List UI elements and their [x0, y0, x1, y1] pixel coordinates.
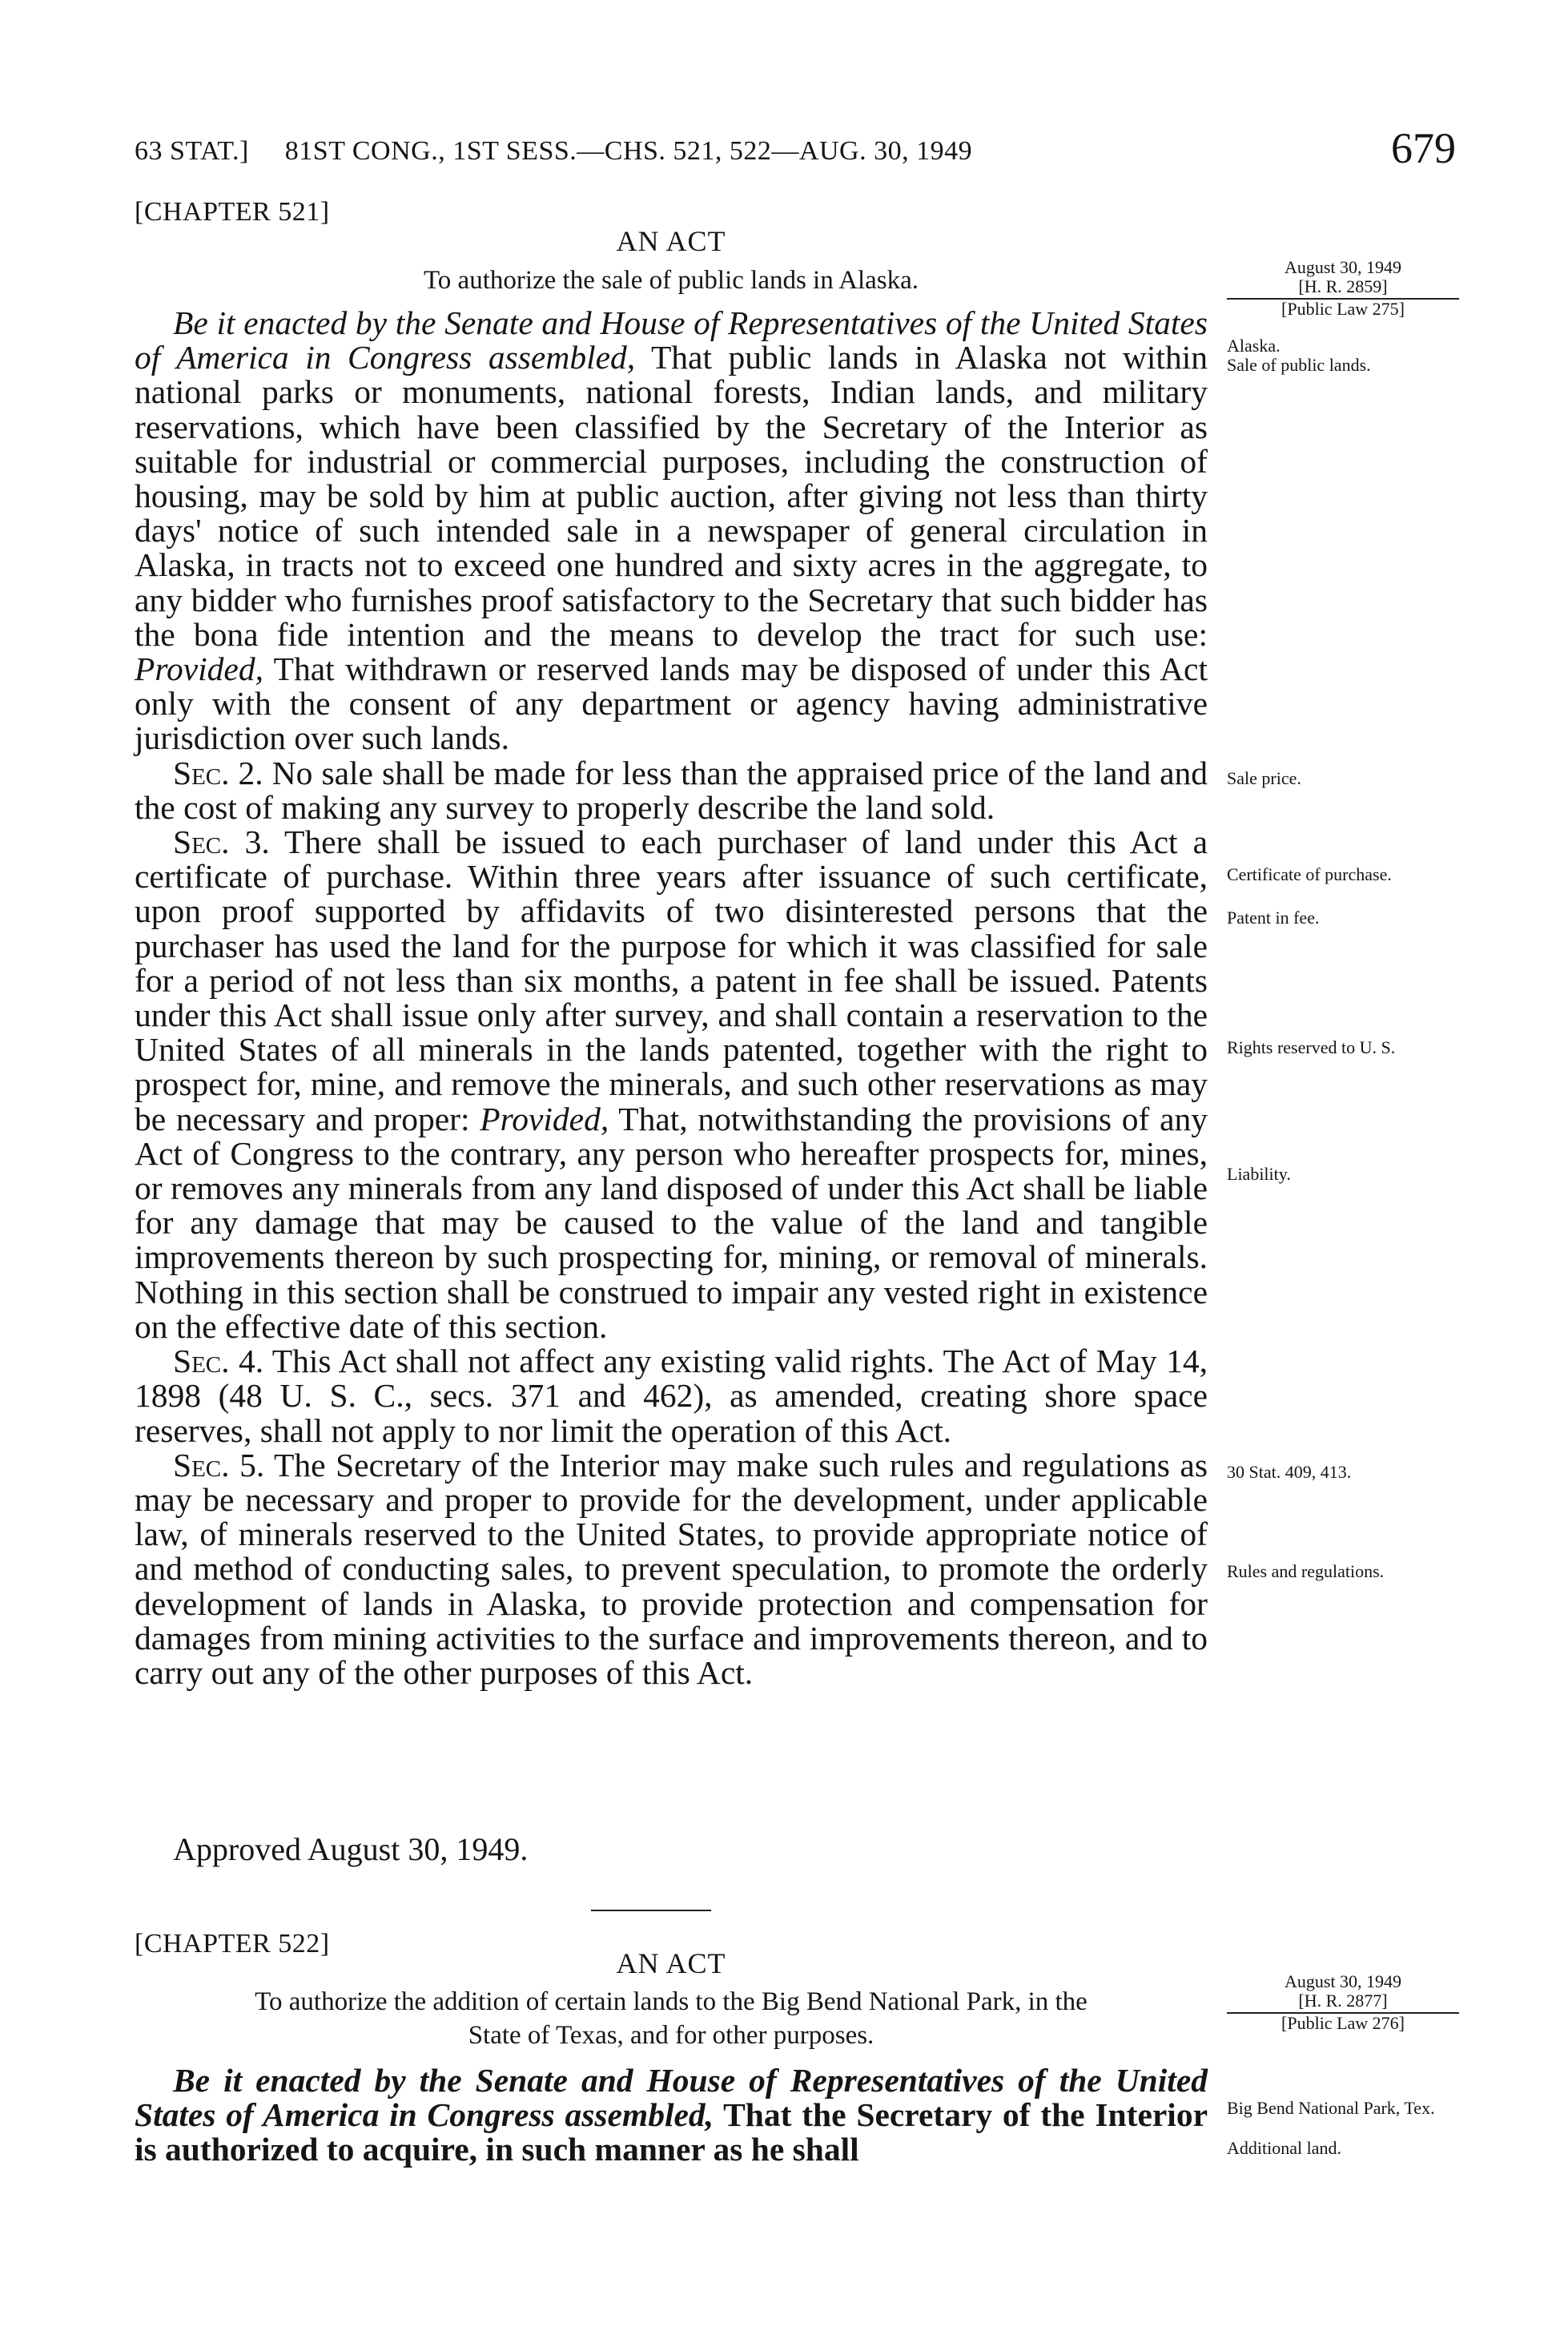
chapter-522-body: [135, 2063, 1208, 2168]
chapter-divider: [591, 1910, 711, 1911]
sec-label: Sec.: [173, 1446, 230, 1483]
margin-note-big-bend: Big Bend National Park, Tex.: [1227, 2098, 1435, 2118]
margin-note-liability: Liability.: [1227, 1164, 1291, 1184]
section-1-text: That public lands in Alaska not within national parks or monuments, national forests, Indian lands, and military reservations, which have been classified by the Secretary of the Interior as suitable for industrial or commercial purposes, including the construction of housing, may be sold by him at public auction, after giving not less than thirty days' notice of such intended sale in a newspaper of general circulation in Alaska, in tracts not to exceed one hundred and sixty acres in the aggregate, to any bidder who furnishes proof satisfactory to the Secretary that such bidder has the bona fide intention and the means to develop the tract for such use:: [135, 339, 1208, 653]
section-1-proviso: That withdrawn or reserved lands may be disposed of under this Act only with the consent of any department or agency having administrative jurisdiction over such lands.: [135, 650, 1208, 757]
sec-number: 2.: [238, 754, 263, 791]
margin-note-stat-citation: 30 Stat. 409, 413.: [1227, 1462, 1352, 1482]
sec-label: Sec.: [173, 823, 230, 861]
sec-number: 5.: [239, 1446, 265, 1483]
section-1: [135, 306, 1208, 756]
sec-number: 4.: [238, 1343, 264, 1380]
margin-note-sale-of-public-lands: Sale of public lands.: [1227, 355, 1371, 375]
chapter-521-label-block: [135, 197, 1208, 227]
section-1-text: That the Secretary of the Interior is authorized to acquire, in such manner as he shall: [135, 2096, 1208, 2168]
sec-label: Sec.: [173, 754, 230, 791]
act-title-line-2: State of Texas, and for other purposes.: [468, 2021, 874, 2050]
chapter-522-side-citation: [1227, 1972, 1459, 2033]
chapter-521-side-citation: [1227, 258, 1459, 319]
margin-note-patent: Patent in fee.: [1227, 908, 1320, 928]
chapter-label: [CHAPTER 522]: [135, 1929, 330, 1959]
approved-line: Approved August 30, 1949.: [173, 1831, 529, 1867]
enacting-clause: Be it enacted by the Senate and House of Representatives of the United States of America in Congress assembled,: [135, 2062, 1208, 2134]
page-number: 679: [1391, 124, 1456, 172]
enacting-clause: Be it enacted by the Senate and House of Representatives of the United States of America in Congress assembled,: [135, 304, 1208, 376]
chapter-label: [CHAPTER 521]: [135, 197, 330, 227]
section-5: [135, 1448, 1208, 1690]
margin-note-sale-price: Sale price.: [1227, 768, 1301, 788]
section-3-proviso: That, notwithstanding the provisions of any Act of Congress to the contrary, any person who hereafter prospects for, mines, or removes any minerals from any land disposed of under this Act shall be liable for any damage that may be caused to the value of the land and tangible improvements thereon by such prospecting for, mining, or removal of minerals. Nothing in this section shall be construed to impair any vested right in existence on the effective date of this section.: [135, 1100, 1208, 1345]
chapter-521-body: [135, 306, 1208, 1690]
bill-number: [H. R. 2859]: [1227, 277, 1459, 300]
margin-note-alaska: Alaska.: [1227, 336, 1281, 356]
section-3: [135, 825, 1208, 1344]
proviso-label: Provided,: [480, 1100, 609, 1137]
margin-note-certificate: Certificate of purchase.: [1227, 864, 1392, 884]
margin-note-additional-land: Additional land.: [1227, 2138, 1341, 2158]
chapter-521-heading: [135, 224, 1208, 296]
section-5-text: The Secretary of the Interior may make such rules and regulations as may be necessary and proper to provide for the development, under applicable law, of minerals reserved to the United States, to provide appropriate notice of and method of conducting sales, to prevent speculation, to promote the orderly development of lands in Alaska, to provide protection and compensation for damages from mining activities to the surface and improvements thereon, and to carry out any of the other purposes of this Act.: [135, 1446, 1208, 1691]
running-head: 63 STAT.] 81ST CONG., 1ST SESS.—CHS. 521, 522—AUG. 30, 1949: [135, 136, 973, 166]
section-1: [135, 2063, 1208, 2168]
act-title: [135, 1985, 1208, 2052]
page-header: [135, 124, 1456, 179]
section-4: [135, 1344, 1208, 1448]
public-law-number: [Public Law 275]: [1281, 299, 1405, 319]
act-title-line-1: To authorize the addition of certain lands to the Big Bend National Park, in the: [255, 1987, 1088, 2016]
approval-date: August 30, 1949: [1284, 1971, 1402, 1991]
public-law-number: [Public Law 276]: [1281, 2013, 1405, 2033]
section-2-text: No sale shall be made for less than the appraised price of the land and the cost of making any survey to properly describe the land sold.: [135, 754, 1208, 826]
sec-number: 3.: [244, 823, 270, 861]
sec-label: Sec.: [173, 1343, 230, 1380]
section-2: [135, 756, 1208, 825]
an-act-heading: AN ACT: [616, 225, 726, 257]
act-title: To authorize the sale of public lands in Alaska.: [423, 266, 919, 295]
bill-number: [H. R. 2877]: [1227, 1991, 1459, 2014]
margin-note-rights-reserved: Rights reserved to U. S.: [1227, 1037, 1396, 1057]
section-3-text: There shall be issued to each purchaser of land under this Act a certificate of purchase. Within three years after issuance of such certificate, upon proof supported by affidavits of two disinterested persons that the purchaser has used the land for the purpose for which it was classified for sale for a period of not less than six months, a patent in fee shall be issued. Patents under this Act shall issue only after survey, and shall contain a reservation to the United States of all minerals in the lands patented, together with the right to prospect for, mine, and remove the minerals, and such other reservations as may be necessary and proper:: [135, 823, 1208, 1137]
margin-note-rules: Rules and regulations.: [1227, 1561, 1385, 1581]
an-act-heading: AN ACT: [616, 1947, 726, 1979]
proviso-label: Provided,: [135, 650, 263, 688]
approval-date: August 30, 1949: [1284, 257, 1402, 277]
section-4-text: This Act shall not affect any existing valid rights. The Act of May 14, 1898 (48 U. S. C., secs. 371 and 462), as amended, creating shore space reserves, shall not apply to nor limit the operation of this Act.: [135, 1343, 1208, 1449]
chapter-522-heading: [135, 1946, 1208, 2052]
